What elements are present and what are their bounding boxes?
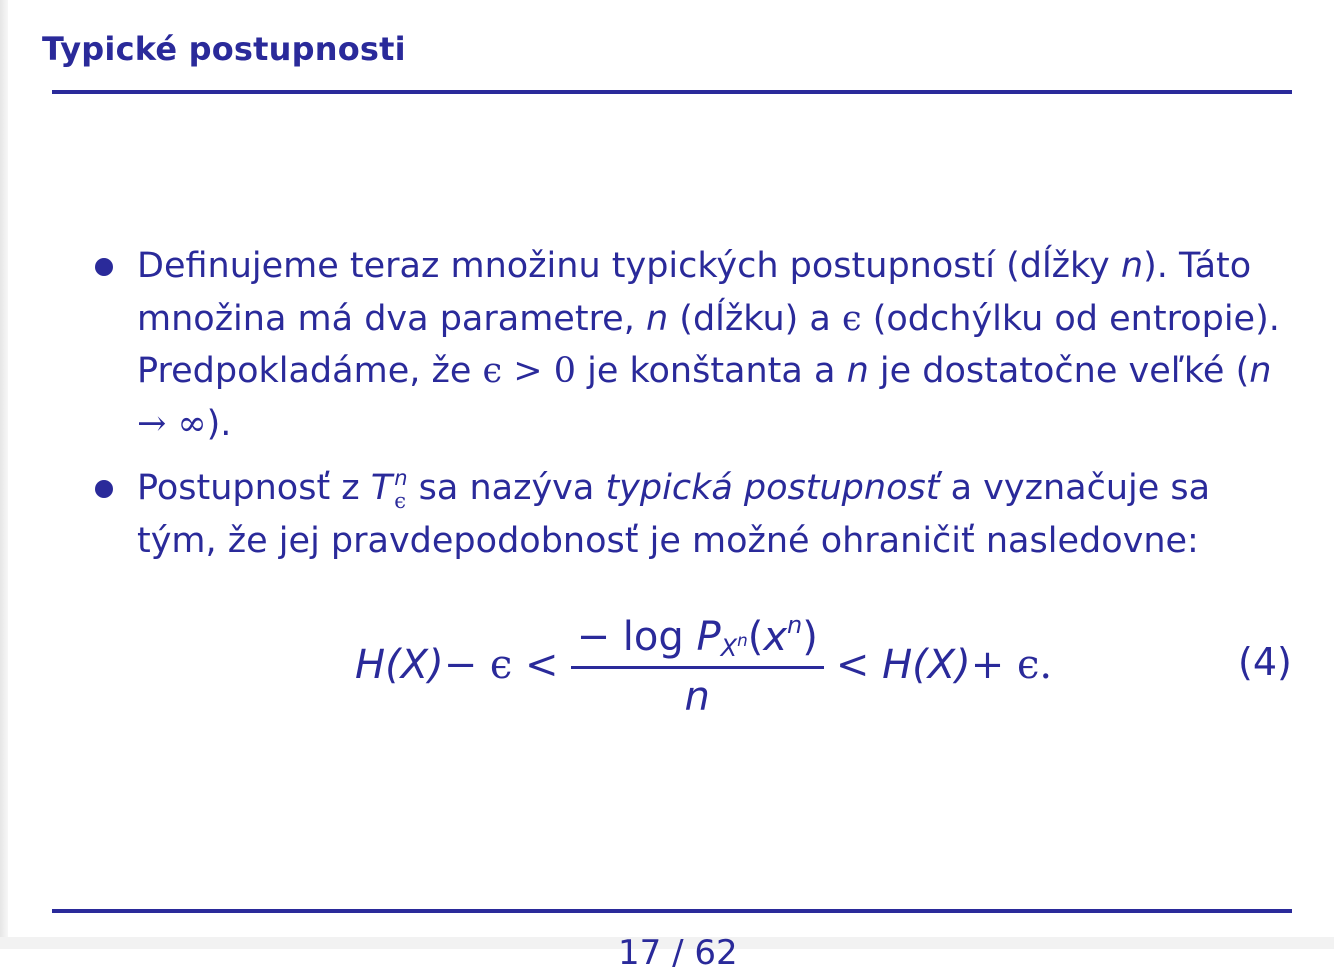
bullet-text: [137, 468, 1210, 561]
slide-title: Typické postupnosti: [42, 30, 406, 68]
footer-rule: [52, 909, 1292, 913]
text-run: ).: [206, 403, 232, 444]
bullet-item-definition: [95, 240, 1300, 450]
math-X-arg: (X): [385, 642, 444, 688]
math-minus-log: − log: [576, 613, 697, 660]
title-rule: [52, 90, 1292, 94]
bullet-dot: [95, 480, 113, 498]
math-plus-epsilon: + ϵ.: [970, 642, 1053, 688]
math-T-scripts: [394, 468, 407, 512]
math-n: n: [846, 351, 869, 391]
math-n: n: [645, 298, 669, 339]
math-to-infinity: → ∞: [137, 403, 207, 444]
text-run: Definujeme teraz množinu typických postupností (dĺžky: [137, 246, 1121, 286]
math-P-subscript: [720, 630, 748, 663]
text-run: Postupnosť z: [137, 468, 371, 508]
fraction-numerator: [571, 610, 824, 667]
math-epsilon: ϵ: [842, 298, 862, 339]
fraction-denominator: n: [684, 674, 710, 721]
emphasized-term: typická postupnosť: [605, 468, 940, 508]
text-run: je dostatočne veľké (: [868, 351, 1250, 391]
math-minus-epsilon-lt: − ϵ <: [443, 642, 559, 688]
bullet-item-typical-sequence: [95, 462, 1300, 567]
math-x: x: [763, 613, 787, 660]
math-epsilon-positive: ϵ > 0: [482, 351, 576, 391]
display-equation: [355, 610, 1052, 720]
bullet-list: [95, 240, 1300, 579]
math-n-sup: n: [737, 630, 748, 651]
math-X-arg: (X): [912, 642, 971, 688]
math-T: T: [370, 468, 393, 508]
bullet-dot: [95, 258, 113, 276]
math-n: n: [1249, 351, 1272, 391]
math-T-superscript: n: [394, 466, 408, 491]
math-paren-close: ): [802, 613, 818, 660]
text-run: ). Táto množina má dva parametre,: [137, 246, 1252, 339]
text-run: a vyznačuje sa tým, že jej pravdepodobnosť je možné ohraničiť nasledovne:: [137, 468, 1211, 561]
math-H: H: [882, 642, 913, 688]
fraction: [571, 610, 824, 721]
math-H: H: [355, 642, 386, 688]
text-run: sa nazýva: [407, 468, 606, 508]
math-n: n: [1120, 246, 1144, 286]
page-left-edge: [0, 0, 8, 949]
text-run: (odchýlku od entropie). Predpokladáme, že: [137, 298, 1280, 391]
math-T-subscript: ϵ: [394, 489, 406, 514]
bullet-text: [137, 246, 1280, 444]
equation-number: (4): [1238, 640, 1292, 684]
math-lt: <: [835, 642, 870, 688]
text-run: (dĺžku) a: [668, 298, 842, 339]
text-run: je konštanta a: [575, 351, 847, 391]
math-X: X: [720, 634, 738, 663]
page-number: 17 / 62: [618, 933, 738, 973]
math-x-sup: n: [787, 610, 803, 639]
math-P: P: [696, 613, 721, 660]
math-paren-open: (: [747, 613, 764, 660]
